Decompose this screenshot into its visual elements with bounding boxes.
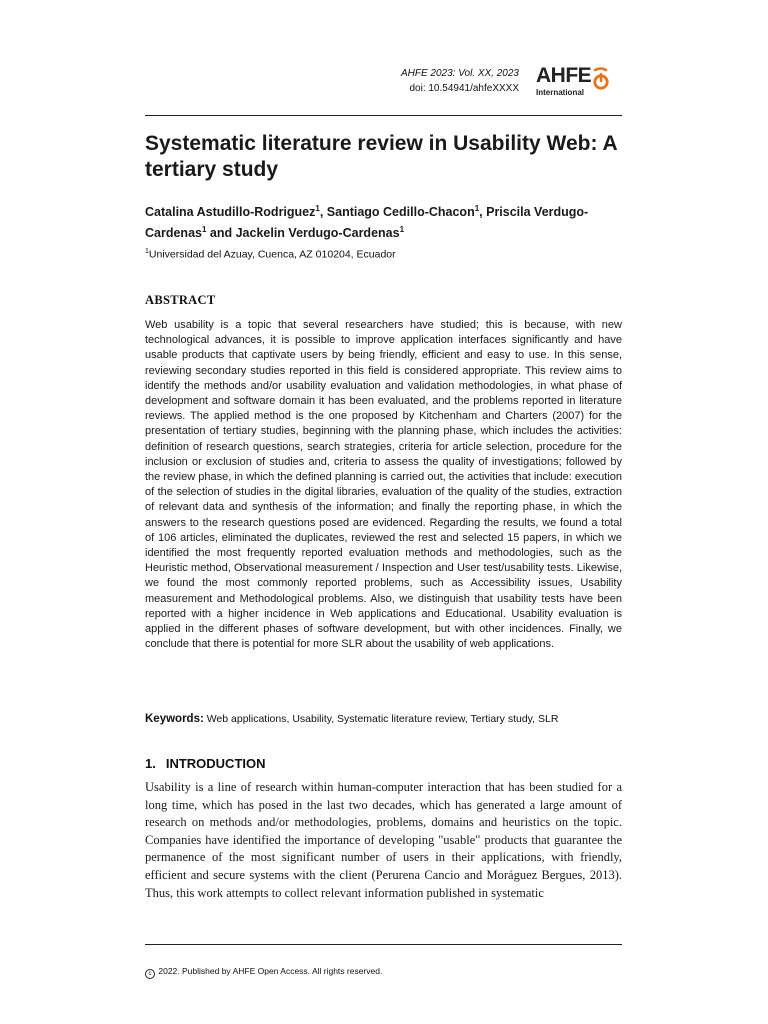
author-4-affiliation: 1: [399, 225, 405, 235]
footer-text: 2022. Published by AHFE Open Access. All rights reserved.: [158, 966, 383, 976]
copyright-icon: c: [145, 969, 155, 979]
author-3-affiliation: 1: [201, 225, 207, 235]
affiliation: [145, 245, 622, 262]
paper-page: [145, 0, 622, 1024]
affiliation-text: Universidad del Azuay, Cuenca, AZ 010204, Ecuador: [148, 248, 396, 261]
page-footer: [145, 965, 382, 979]
journal-reference: AHFE 2023: Vol. XX, 2023: [400, 68, 519, 79]
paper-title: Systematic literature review in Usability Web: A tertiary study: [145, 132, 617, 181]
section-number: 1.: [145, 756, 156, 771]
introduction-body: Usability is a line of research within human-computer interaction that has been studied for a long time, which has posed in the last two decades, which has generated a large amount of research on methods and/or methodologies, problems, domains and heuristics on the topic. Companies have identified the importance of developing "usable" products that guarantee the permanence of the most significant number of users in their applications, with friendly, efficient and secure systems with the client (Perurena Cancio and Moráguez Bergues, 2013). Thus, this work attempts to collect relevant information published in systematic: [145, 780, 622, 900]
keywords-label: Keywords:: [145, 713, 204, 725]
abstract-body: Web usability is a topic that several researchers have studied; this is because, with new technological advances, it is possible to improve application interfaces significantly and have usable products that captivate users by being friendly, efficient and easy to use. In this sense, reviewing secondary studies reported in this field is considered appropriate. This review aims to identify the methods and/or usability evaluation and validation methodologies, in what phase of development and software domain it has been evaluated, and the problems reported in literature reviews. The applied method is the one proposed by Kitchenham and Charters (2007) for the presentation of tertiary studies, beginning with the planning phase, which includes the activities: definition of research questions, search strategies, criteria for article selection, procedure for the inclusion or exclusion of studies and, criteria to assess the quality of investigations; followed by the review phase, in which the defined planning is carried out, the activities that include: execution of the selection of studies in the digital libraries, evaluation of the quality of the studies, extraction of relevant data and synthesis of the information; and finally the reporting phase, in which the answers to the research questions posed are evidenced. Regarding the results, we found a total of 106 articles, eliminated the duplicates, reviewed the rest and selected 15 papers, in which we identified the most frequently reported evaluation methods and methodologies, such as the Heuristic method, Observational measurement / Inspection and User test/usability tests. Likewise, we found the most commonly reported problems, such as Accessibility issues, Usability measurement and Methodological problems. Also, we distinguish that usability tests have been reported with a higher incidence in Web applications and Educational. Usability evaluation is applied in the different phases of software development, but with other incidences. Finally, we conclude that there is potential for more SLR about the usability of web applications.: [145, 319, 622, 651]
logo-text: AHFE: [536, 64, 592, 87]
header-divider: [145, 115, 622, 116]
author-1: Catalina Astudillo-Rodriguez: [145, 205, 316, 220]
page-header: [145, 62, 622, 104]
abstract-heading: ABSTRACT: [145, 293, 216, 307]
footer-divider: [145, 944, 622, 945]
logo-subtext: International: [536, 88, 585, 97]
keywords: [145, 712, 622, 726]
author-3: , Priscila Verdugo-Cardenas: [145, 205, 589, 241]
author-2-affiliation: 1: [474, 204, 480, 213]
header-meta: [401, 66, 519, 96]
section-title: INTRODUCTION: [165, 756, 266, 771]
introduction-heading: [145, 756, 266, 771]
logo-mark-icon: [592, 67, 610, 91]
ahfe-logo: [536, 64, 618, 98]
doi-text: doi: 10.54941/ahfeXXXX: [409, 83, 519, 94]
keywords-text: Web applications, Usability, Systematic literature review, Tertiary study, SLR: [203, 713, 559, 725]
author-2: , Santiago Cedillo-Chacon: [319, 205, 475, 220]
author-list: [145, 200, 622, 242]
author-1-affiliation: 1: [315, 204, 320, 213]
author-4: and Jackelin Verdugo-Cardenas: [206, 226, 400, 241]
affiliation-mark: 1: [145, 248, 149, 255]
